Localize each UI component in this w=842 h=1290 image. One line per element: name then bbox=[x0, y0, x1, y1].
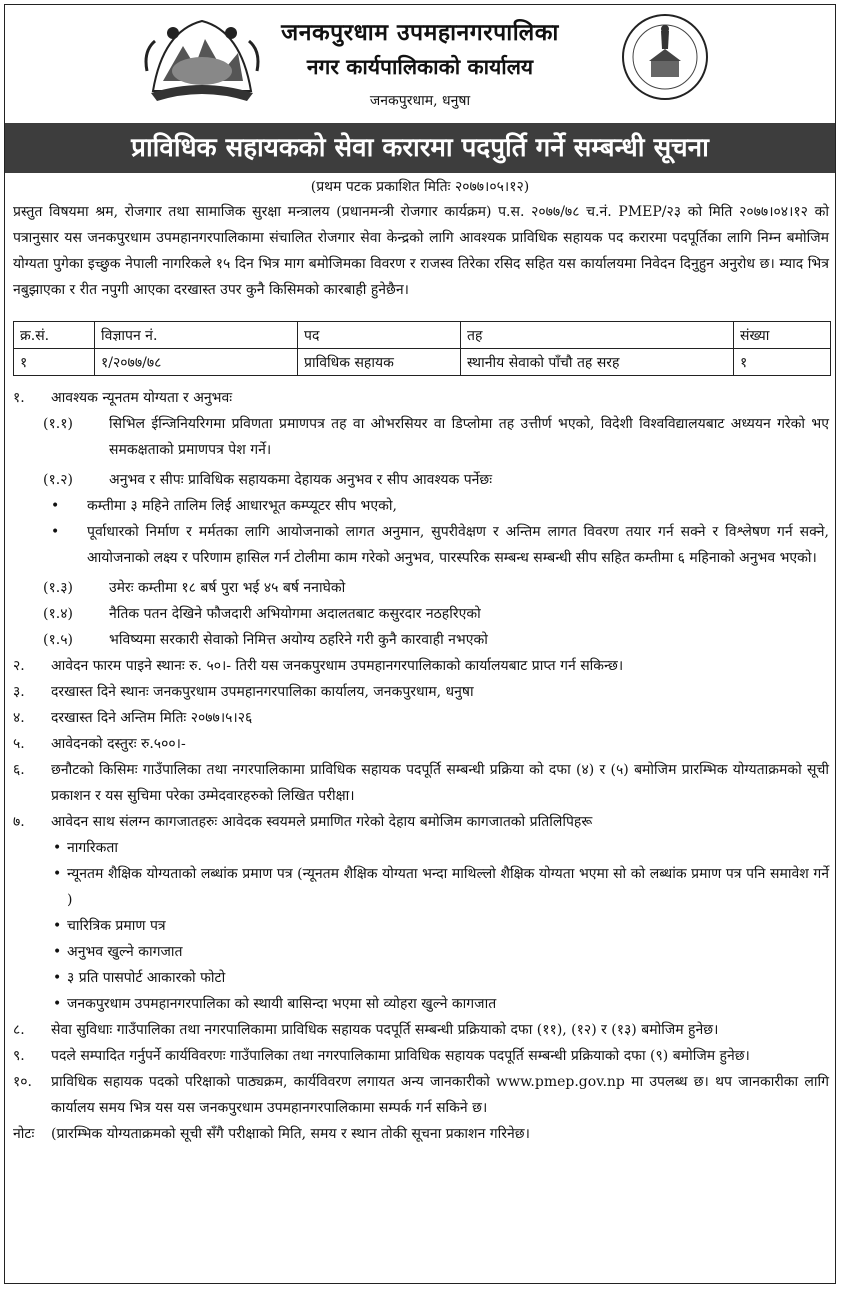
note bbox=[5, 1121, 837, 1147]
list-item bbox=[5, 653, 837, 679]
item-number: ७. bbox=[13, 814, 25, 830]
table-header-row bbox=[14, 322, 831, 349]
item-number: (१.५) bbox=[43, 632, 73, 648]
item-number: ५. bbox=[13, 736, 25, 752]
item-text: आवेदन साथ संलग्न कागजातहरुः आवेदक स्वयमले प्रमाणित गरेको देहाय बमोजिम कागजातको प्रतिलिपिहरू bbox=[51, 814, 593, 830]
table-cell: १ bbox=[14, 349, 95, 376]
item-text: दरखास्त दिने स्थानः जनकपुरधाम उपमहानगरपालिका कार्यालय, जनकपुरधाम, धनुषा bbox=[51, 684, 474, 700]
table-header-cell: संख्या bbox=[734, 322, 831, 349]
item-text: भविष्यमा सरकारी सेवाको निमित्त अयोग्य ठहरिने गरी कुनै कारवाही नभएको bbox=[109, 632, 488, 648]
list-item bbox=[5, 991, 837, 1017]
table-cell: १ bbox=[734, 349, 831, 376]
item-number: (१.४) bbox=[43, 606, 73, 622]
item-number: (१.३) bbox=[43, 580, 73, 596]
municipality-seal-icon bbox=[621, 13, 709, 101]
list-item bbox=[5, 1043, 837, 1069]
item-text: आवश्यक न्यूनतम योग्यता र अनुभवः bbox=[51, 390, 233, 406]
org-name: जनकपुरधाम उपमहानगरपालिका bbox=[281, 19, 559, 46]
published-date: (प्रथम पटक प्रकाशित मितिः २०७७।०५।१२) bbox=[310, 179, 530, 195]
item-text: प्राविधिक सहायक पदको परिक्षाको पाठ्यक्रम, कार्यविवरण लगायत अन्य जानकारीको www.pmep.gov.np मा उपलब्ध छ। थप जानकारीका लागि कार्यालय समय भित्र यस यस जनकपुरधाम उपमहानगरपालिकामा सम्पर्क गर्न सकिने छ। bbox=[51, 1074, 829, 1116]
item-number: २. bbox=[13, 658, 25, 674]
office-location: जनकपुरधाम, धनुषा bbox=[369, 93, 471, 109]
item-text: नैतिक पतन देखिने फौजदारी अभियोगमा अदालतबाट कसुरदार नठहरिएको bbox=[109, 606, 481, 622]
item-text: कम्तीमा ३ महिने तालिम लिई आधारभूत कम्प्यूटर सीप भएको, bbox=[87, 498, 397, 514]
list-item bbox=[5, 1069, 837, 1121]
notice-items bbox=[5, 385, 837, 1147]
list-item bbox=[5, 411, 837, 463]
list-item bbox=[5, 679, 837, 705]
item-text: उमेरः कम्तीमा १८ बर्ष पुरा भई ४५ बर्ष ननाघेको bbox=[109, 580, 346, 596]
item-number: ४. bbox=[13, 710, 25, 726]
item-text: सिभिल ईन्जिनियरिगमा प्रविणता प्रमाणपत्र तह वा ओभरसियर वा डिप्लोमा तह उत्तीर्ण भएको, विदेशी विश्वविद्यालयबाट अध्ययन गरेको भए समकक्षताको प्रमाणपत्र पेश गर्ने। bbox=[109, 416, 829, 458]
list-item bbox=[5, 467, 837, 493]
list-item bbox=[5, 731, 837, 757]
bullet-icon: • bbox=[53, 840, 62, 856]
vacancy-table bbox=[13, 321, 831, 376]
item-text: आवेदनको दस्तुरः रु.५००।- bbox=[51, 736, 186, 752]
list-item bbox=[5, 493, 837, 519]
item-text: छनौटको किसिमः गाउँपालिका तथा नगरपालिकामा प्राविधिक सहायक पदपूर्ति सम्बन्धी प्रक्रिया को दफा (४) र (५) बमोजिम प्रारम्भिक योग्यताक्रमको सूची प्रकाशन र यस सुचिमा परेका उम्मेदवारहरुको लिखित परीक्षा। bbox=[51, 762, 829, 804]
table-cell: १/२०७७/७८ bbox=[95, 349, 298, 376]
table-cell: प्राविधिक सहायक bbox=[298, 349, 461, 376]
header bbox=[5, 5, 835, 123]
list-item bbox=[5, 385, 837, 411]
item-number: ६. bbox=[13, 762, 25, 778]
item-text: अनुभव र सीपः प्राविधिक सहायकमा देहायक अनुभव र सीप आवश्यक पर्नेछः bbox=[109, 472, 493, 488]
item-number: १०. bbox=[13, 1074, 33, 1090]
item-text: पदले सम्पादित गर्नुपर्ने कार्यविवरणः गाउँपालिका तथा नगरपालिकामा प्राविधिक सहायक पदपूर्ति सम्बन्धी प्रक्रियाको दफा (९) बमोजिम हुनेछ। bbox=[51, 1048, 750, 1064]
list-item bbox=[5, 705, 837, 731]
list-item bbox=[5, 965, 837, 991]
bullet-icon: • bbox=[53, 866, 62, 882]
list-item bbox=[5, 809, 837, 835]
item-text: दरखास्त दिने अन्तिम मितिः २०७७।५।२६ bbox=[51, 710, 253, 726]
list-item bbox=[5, 913, 837, 939]
table-header-cell: पद bbox=[298, 322, 461, 349]
item-text: आवेदन फारम पाइने स्थानः रु. ५०।- तिरी यस जनकपुरधाम उपमहानगरपालिकाको कार्यालयबाट प्राप्त गर्न सकिन्छ। bbox=[51, 658, 624, 674]
table-header-cell: क्र.सं. bbox=[14, 322, 95, 349]
bullet-icon: • bbox=[51, 524, 60, 540]
item-number: ९. bbox=[13, 1048, 25, 1064]
note-label: नोटः bbox=[13, 1126, 35, 1142]
item-text: सेवा सुविधाः गाउँपालिका तथा नगरपालिकामा प्राविधिक सहायक पदपूर्ति सम्बन्धी प्रक्रियाको दफा (११), (१२) र (१३) बमोजिम हुनेछ। bbox=[51, 1022, 719, 1038]
list-item bbox=[5, 757, 837, 809]
bullet-icon: • bbox=[53, 944, 62, 960]
notice-title: प्राविधिक सहायकको सेवा करारमा पदपुर्ति गर्ने सम्बन्धी सूचना bbox=[5, 123, 835, 173]
table-header-cell: तह bbox=[461, 322, 734, 349]
item-text: ३ प्रति पासपोर्ट आकारको फोटो bbox=[67, 970, 226, 986]
notice-page bbox=[4, 4, 836, 1284]
intro-paragraph: प्रस्तुत विषयमा श्रम, रोजगार तथा सामाजिक सुरक्षा मन्त्रालय (प्रधानमन्त्री रोजगार कार्यक्रम) प.स. २०७७/७८ च.नं. PMEP/२३ को मिति २०७७।०४।१२ को पत्रानुसार यस जनकपुरधाम उपमहानगरपालिकामा संचालित रोजगार सेवा केन्द्रको लागि आवश्यक प्राविधिक सहायक पद करारमा पदपूर्तिका लागि निम्न बमोजिम योग्यता पुगेका इच्छुक नेपाली नागरिकले १५ दिन भित्र माग बमोजिमका विवरण र राजस्व तिरेका रसिद सहित यस कार्यालयमा निवेदन दिनुहुन अनुरोध छ। म्याद भित्र नबुझाएका र रीत नपुगी आएका दरखास्त उपर कुनै किसिमको कारबाही हुनेछैन। bbox=[13, 204, 829, 298]
item-number: ३. bbox=[13, 684, 25, 700]
bullet-icon: • bbox=[53, 996, 62, 1012]
list-item bbox=[5, 1017, 837, 1043]
office-name: नगर कार्यपालिकाको कार्यालय bbox=[306, 54, 534, 79]
bullet-icon: • bbox=[51, 498, 60, 514]
list-item bbox=[5, 627, 837, 653]
item-text: नागरिकता bbox=[67, 840, 118, 856]
item-number: (१.१) bbox=[43, 416, 73, 432]
table-cell: स्थानीय सेवाको पाँचौ तह सरह bbox=[461, 349, 734, 376]
bullet-icon: • bbox=[53, 970, 62, 986]
list-item bbox=[5, 601, 837, 627]
item-number: ८. bbox=[13, 1022, 25, 1038]
bullet-icon: • bbox=[53, 918, 62, 934]
item-text: जनकपुरधाम उपमहानगरपालिका को स्थायी बासिन्दा भएमा सो व्योहरा खुल्ने कागजात bbox=[67, 996, 497, 1012]
item-text: पूर्वाधारको निर्माण र मर्मतका लागि आयोजनाको लागत अनुमान, सुपरीवेक्षण र अन्तिम लागत विवरण तयार गर्न सक्ने र विश्लेषण गर्न सक्ने, आयोजनाको लक्ष्य र परिणाम हासिल गर्न टोलीमा काम गरेको अनुभव, पारस्परिक सम्बन्ध सम्बन्धी सीप सहित कम्तीमा ६ महिनाको अनुभव भएको। bbox=[87, 524, 829, 566]
list-item bbox=[5, 835, 837, 861]
item-text: अनुभव खुल्ने कागजात bbox=[67, 944, 183, 960]
list-item bbox=[5, 575, 837, 601]
item-number: (१.२) bbox=[43, 472, 73, 488]
item-text: चारित्रिक प्रमाण पत्र bbox=[67, 918, 166, 934]
note-text: (प्रारम्भिक योग्यताक्रमको सूची सँगै परीक्षाको मिति, समय र स्थान तोकी सूचना प्रकाशन गरिनेछ। bbox=[51, 1126, 530, 1142]
table-row bbox=[14, 349, 831, 376]
item-text: न्यूनतम शैक्षिक योग्यताको लब्धांक प्रमाण पत्र (न्यूनतम शैक्षिक योग्यता भन्दा माथिल्लो शैक्षिक योग्यता भएमा सो को लब्धांक प्रमाण पत्र पनि समावेश गर्ने ) bbox=[67, 866, 829, 908]
item-number: १. bbox=[13, 390, 25, 406]
table-header-cell: विज्ञापन नं. bbox=[95, 322, 298, 349]
list-item bbox=[5, 861, 837, 913]
list-item bbox=[5, 939, 837, 965]
list-item bbox=[5, 519, 837, 571]
